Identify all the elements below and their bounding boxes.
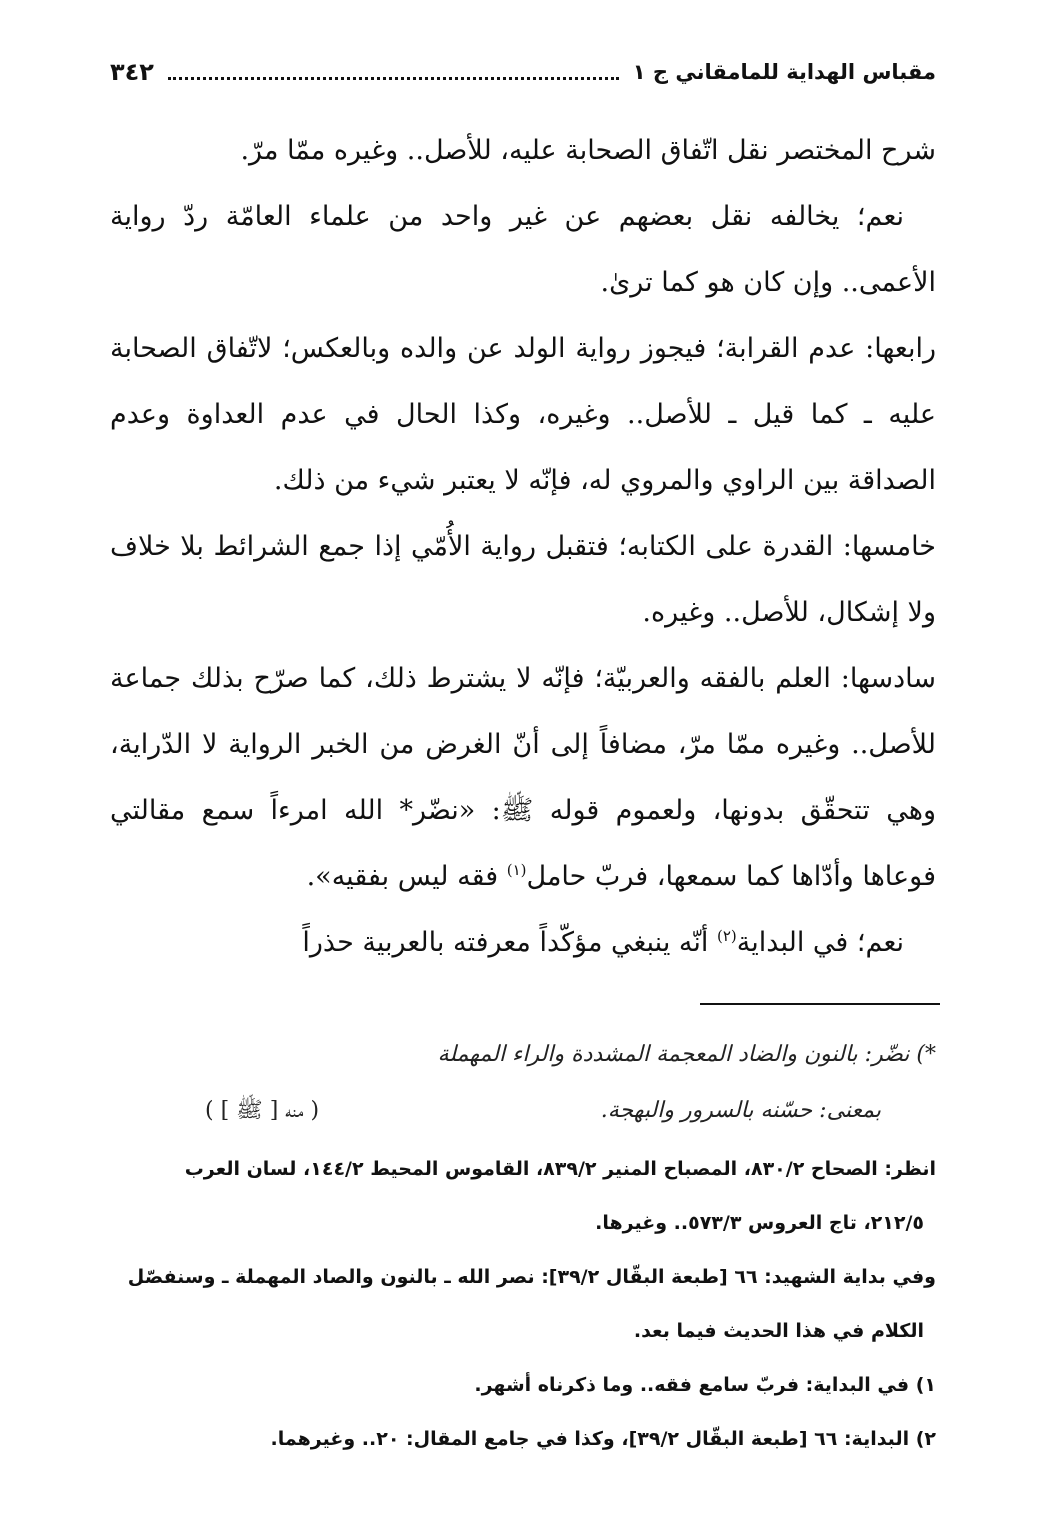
running-title: مقباس الهداية للمامقاني ج ١	[632, 60, 936, 84]
paragraph: رابعها: عدم القرابة؛ فيجوز رواية الولد عن والده وبالعكس؛ لاتّفاق الصحابة عليه ـ كما قيل ـ للأصل.. وغيره، وكذا الحال في عدم العداوة وعدم الصداقة بين الراوي والمروي له، فإنّه لا يعتبر شيء من ذلك.	[110, 333, 937, 496]
footnote-2: ٢) البداية: ٦٦ [طبعة البقّال ٣٩/٢]، وكذا في جامع المقال: ٢٠.. وغيرهما.	[270, 1428, 936, 1450]
main-text	[110, 118, 936, 976]
paragraph-text: نعم؛ في البداية	[736, 927, 904, 958]
footnote-ref: (٢)	[717, 927, 737, 945]
paragraph	[110, 646, 936, 910]
paragraph-text: سادسها: العلم بالفقه والعربيّة؛ فإنّه لا يشترط ذلك، كما صرّح بذلك جماعة للأصل.. وغيره ممّا مرّ، مضافاً إلى أنّ الغرض من الخبر الرواية لا الدّراية، وهي تتحقّق بدونها، ولعموم قوله ﷺ: «نضّر* الله امرءاً سمع مقالتي فوعاها وأدّاها كما سمعها، فربّ حامل	[110, 663, 936, 892]
star-note-source: ( منه [ ﷺ ] )	[205, 1098, 320, 1123]
footnote-line: ٢١٢/٥، تاج العروس ٥٧٣/٣.. وغيرها.	[595, 1212, 924, 1234]
paragraph	[110, 910, 936, 976]
footnote-line: انظر: الصحاح ٨٣٠/٢، المصباح المنير ٨٣٩/٢، القاموس المحيط ١٤٤/٢، لسان العرب	[184, 1158, 936, 1180]
star-note-line: *) نضّر: بالنون والضاد المعجمة المشددة والراء المهملة	[437, 1042, 936, 1067]
footnotes	[110, 1142, 936, 1466]
paragraph-text: أنّه ينبغي مؤكّداً معرفته بالعربية حذراً	[302, 927, 717, 958]
star-note	[205, 1036, 936, 1130]
paragraph-text: فقه ليس بفقيه».	[306, 861, 507, 892]
page-number: ٣٤٢	[110, 58, 154, 86]
footnote-line: الكلام في هذا الحديث فيما بعد.	[633, 1320, 924, 1342]
footnote-ref: (١)	[506, 861, 527, 879]
star-note-row	[205, 1092, 936, 1130]
footnote-line: وفي بداية الشهيد: ٦٦ [طبعة البقّال ٣٩/٢]: نصر الله ـ بالنون والصاد المهملة ـ وسنفصّل	[127, 1266, 936, 1288]
star-note-line: بمعنى: حسّنه بالسرور والبهجة.	[600, 1098, 881, 1123]
footnote-1: ١) في البداية: فربّ سامع فقه.. وما ذكرناه أشهر.	[474, 1374, 936, 1396]
page-header	[110, 52, 936, 92]
footnote-separator	[700, 1003, 940, 1005]
paragraph: شرح المختصر نقل اتّفاق الصحابة عليه، للأصل.. وغيره ممّا مرّ.	[240, 135, 936, 166]
paragraph: نعم؛ يخالفه نقل بعضهم عن غير واحد من علماء العامّة ردّ رواية الأعمى.. وإن كان هو كما ترىٰ.	[110, 201, 936, 298]
paragraph: خامسها: القدرة على الكتابه؛ فتقبل رواية الأُمّي إذا جمع الشرائط بلا خلاف ولا إشكال، للأصل.. وغيره.	[110, 531, 936, 628]
dotted-leader	[168, 77, 619, 80]
